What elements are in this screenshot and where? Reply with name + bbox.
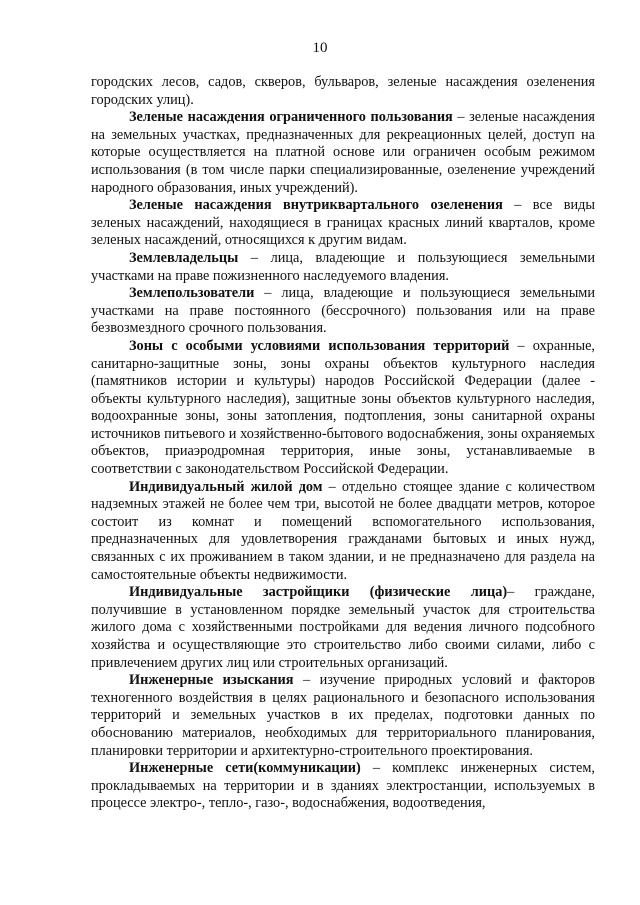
page-number: 10 — [312, 40, 328, 56]
defined-term: Индивидуальный жилой дом — [129, 478, 323, 495]
defined-term: Землепользователи — [129, 285, 255, 302]
paragraph-continuation — [91, 74, 595, 109]
definition-paragraph — [91, 338, 595, 479]
defined-term: Инженерные изыскания — [129, 672, 294, 689]
definition-paragraph — [91, 250, 595, 285]
definition-text: – зеленые насаждения на земельных участках, предназначенных для рекреационных целей, доступ на которые осуществляется на платной основе или ограничен особым режимом использования (в том числе парки специализированные, озеленение учреждений народного образования, иных учреждений). — [91, 109, 595, 196]
paragraph-text: городских лесов, садов, скверов, бульваров, зеленые насаждения озеленения городских улиц). — [91, 74, 595, 108]
definition-paragraph — [91, 672, 595, 760]
definition-text: – все виды зеленых насаждений, находящиеся в границах красных линий кварталов, кроме зеленых насаждений, относящихся к другим видам. — [91, 197, 596, 249]
definition-paragraph — [91, 760, 595, 813]
definition-text: – лица, владеющие и пользующиеся земельными участками на праве пожизненного наследуемого владения. — [91, 249, 595, 284]
defined-term: Зеленые насаждения внутриквартального озеленения — [129, 197, 503, 214]
defined-term: Индивидуальные застройщики (физические лица) — [129, 584, 508, 601]
definition-text: – отдельно стоящее здание с количеством надземных этажей не более чем три, высотой не более двадцати метров, которое состоит из комнат и помещений вспомогательного использования, предназначенных для удовлетворения гражданами бытовых и иных нужд, связанных с их проживанием в таком здании, и не предназначено для раздела на самостоятельные объекты недвижимости. — [91, 478, 595, 583]
defined-term: Землевладельцы — [129, 249, 239, 266]
definition-paragraph — [91, 109, 595, 197]
definition-paragraph — [91, 479, 595, 585]
definition-text: – изучение природных условий и факторов техногенного воздействия в целях рационального и безопасного использования территорий и земельных участков в их пределах, подготовки данных по обоснованию материалов, необходимых для территориального планирования, планировки территории и архитектурно-строительного проектирования. — [91, 672, 595, 759]
defined-term: Зеленые насаждения ограниченного пользования — [129, 109, 453, 126]
defined-term: Инженерные сети(коммуникации) — [129, 760, 361, 777]
definition-text: – лица, владеющие и пользующиеся земельными участками на праве постоянного (бессрочного) пользования или на праве безвозмездного срочного пользования. — [91, 285, 595, 337]
definition-text: – граждане, получившие в установленном порядке земельный участок для строительства жилого дома с хозяйственными постройками для ведения личного подсобного хозяйства и осуществляющие это строительство либо своими силами, либо с привлечением других лиц или строительных организаций. — [91, 584, 595, 671]
document-body — [91, 74, 595, 813]
definition-paragraph — [91, 584, 595, 672]
defined-term: Зоны с особыми условиями использования территорий — [129, 337, 510, 354]
definition-text: – комплекс инженерных систем, прокладываемых на территории и в зданиях электростанции, используемых в процессе электро-, тепло-, газо-, водоснабжения, водоотведения, — [91, 760, 595, 812]
definition-paragraph — [91, 285, 595, 338]
definition-text: – охранные, санитарно-защитные зоны, зоны охраны объектов культурного наследия (памятников истории и культуры) народов Российской Федерации (далее - объекты культурного наследия), защитные зоны объектов культурного наследия, водоохранные зоны, зоны затопления, подтопления, зоны санитарной охраны источников питьевого и хозяйственно-бытового водоснабжения, зоны охраняемых объектов, приаэродромная территория, иные зоны, устанавливаемые в соответствии с законодательством Российской Федерации. — [91, 337, 596, 478]
definition-paragraph — [91, 197, 595, 250]
